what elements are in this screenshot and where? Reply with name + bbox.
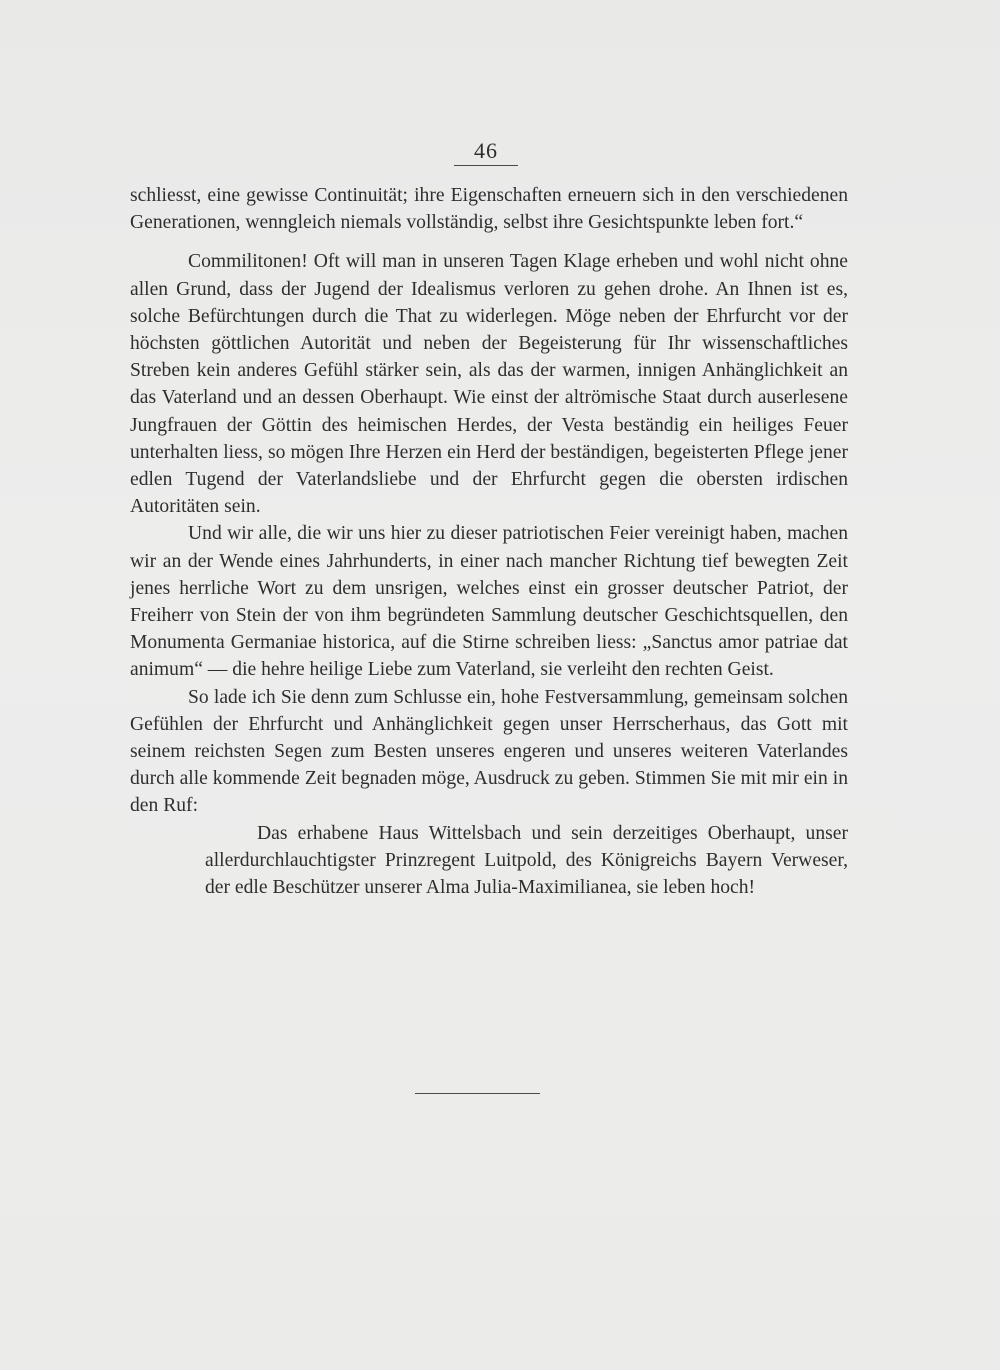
paragraph-und-wir-alle: Und wir alle, die wir uns hier zu dieser patriotischen Feier vereinigt haben, machen wir an der Wende eines Jahrhunderts, in einer nach mancher Richtung tief bewegten Zeit jenes herrliche Wort zu dem unsrigen, welches einst ein grosser deutscher Patriot, der Freiherr von Stein der von ihm begründeten Sammlung deutscher Geschichtsquellen, den Monumenta Germaniae historica, auf die Stirne schreiben liess: „Sanctus amor patriae dat animum“ — die hehre heilige Liebe zum Vaterland, sie verleiht den rechten Geist. [130,523,848,681]
paragraph-toast: Das erhabene Haus Wittelsbach und sein derzeitiges Oberhaupt, unser allerdurchlauchtigster Prinzregent Luitpold, des Königreichs Bayern Verweser, der edle Beschützer unserer Alma Julia-Maximilianea, sie leben hoch! [205,822,848,899]
body-text [130,182,848,901]
paragraph-continuation: schliesst, eine gewisse Continuität; ihre Eigenschaften erneuern sich in den verschiedenen Generationen, wenngleich niemals vollständig, selbst ihre Gesichtspunkte leben fort.“ [130,185,848,234]
page-number: 46 [474,138,498,163]
paragraph-commilitonen: Commilitonen! Oft will man in unseren Tagen Klage erheben und wohl nicht ohne allen Grund, dass der Jugend der Idealismus verloren zu gehen drohe. An Ihnen ist es, solche Befürchtungen durch die That zu widerlegen. Möge neben der Ehrfurcht vor der höchsten göttlichen Autorität und neben der Begeisterung für Ihr wissenschaftliches Streben kein anderes Gefühl stärker sein, als das der warmen, innigen Anhänglichkeit an das Vaterland und an dessen Oberhaupt. Wie einst der altrömische Staat durch auserlesene Jungfrauen der Göttin des heimischen Herdes, der Vesta beständig ein heiliges Feuer unterhalten liess, so mögen Ihre Herzen ein Herd der beständigen, begeisterten Pflege jener edlen Tugend der Vaterlandsliebe und der Ehrfurcht gegen die obersten irdischen Autoritäten sein. [130,251,848,518]
paragraph-so-lade-ich: So lade ich Sie denn zum Schlusse ein, hohe Festversammlung, gemeinsam solchen Gefühlen der Ehrfurcht und Anhänglichkeit gegen unser Herrscherhaus, das Gott mit seinem reichsten Segen zum Besten unseres engeren und unseres weiteren Vaterlandes durch alle kommende Zeit begnaden möge, Ausdruck zu geben. Stimmen Sie mit mir ein in den Ruf: [130,686,848,817]
closing-rule [415,1093,540,1094]
page-number-rule [454,165,518,166]
page-header [454,138,518,166]
